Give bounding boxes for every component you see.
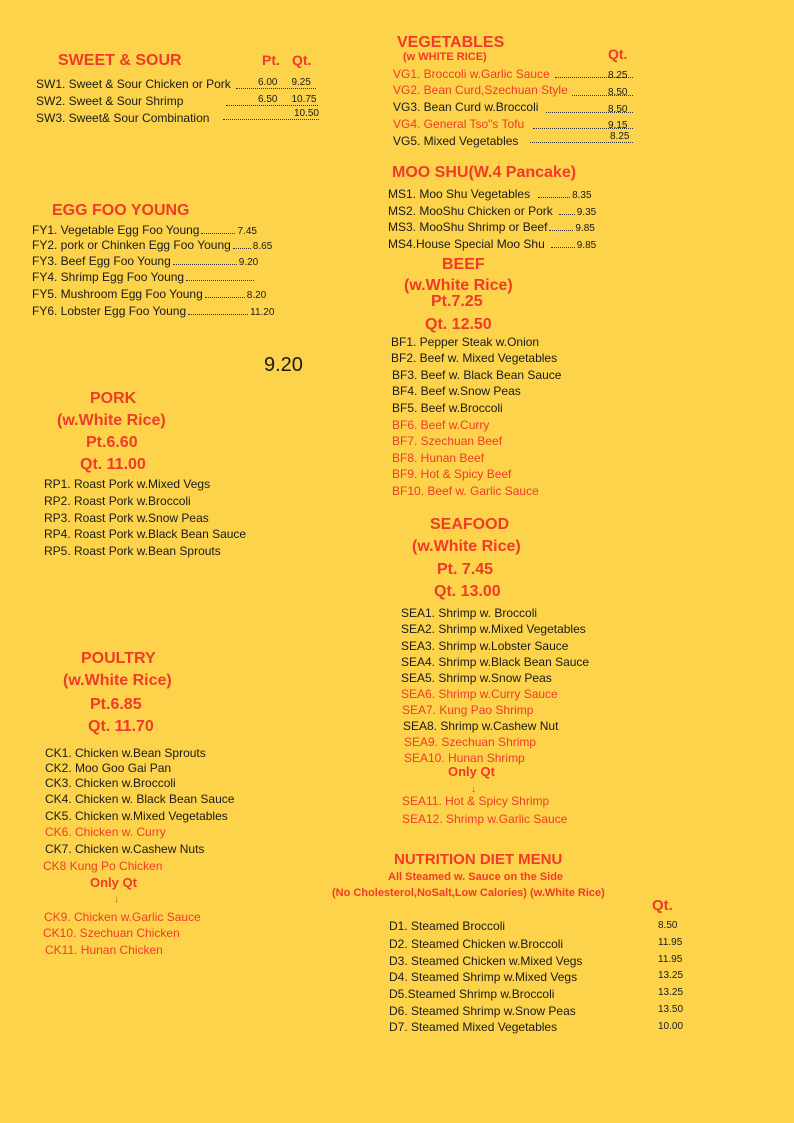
poultry-pt: Pt.6.85	[90, 696, 142, 713]
menu-item-bf7: BF7. Szechuan Beef	[392, 434, 503, 448]
menu-item-vg3: VG3. Bean Curd w.Broccoli	[393, 100, 539, 114]
sweet-sour-title: SWEET & SOUR	[58, 52, 182, 69]
menu-item-sea11: SEA11. Hot & Spicy Shrimp	[402, 794, 550, 808]
menu-item-sea9: SEA9. Szechuan Shrimp	[404, 735, 537, 749]
diet-line2: (No Cholesterol,NoSalt,Low Calories) (w.White Rice)	[332, 887, 605, 899]
price-vg1: 8.25	[608, 70, 628, 81]
price-d1: 8.50	[658, 920, 678, 931]
price-row: 6.00 9.25	[236, 77, 316, 89]
down-arrow-icon: ↓	[471, 784, 476, 795]
seafood-qt: Qt. 13.00	[434, 583, 501, 600]
seafood-title: SEAFOOD	[430, 516, 510, 533]
menu-item-bf9: BF9. Hot & Spicy Beef	[392, 467, 512, 481]
menu-item-sw2: SW2. Sweet & Sour Shrimp	[36, 94, 184, 108]
menu-item-bf5: BF5. Beef w.Broccoli	[392, 401, 503, 415]
menu-item-ck7: CK7. Chicken w.Cashew Nuts	[45, 842, 205, 856]
menu-item-fy4: FY4. Shrimp Egg Foo Young	[32, 270, 256, 284]
menu-item-sw3: SW3. Sweet& Sour Combination	[36, 111, 210, 125]
only-qt-label: Only Qt	[448, 764, 495, 779]
menu-item-bf2: BF2. Beef w. Mixed Vegetables	[391, 351, 558, 365]
menu-item-d3: D3. Steamed Chicken w.Mixed Vegs	[389, 954, 583, 968]
menu-item-ck1: CK1. Chicken w.Bean Sprouts	[45, 746, 206, 760]
menu-item-ck5: CK5. Chicken w.Mixed Vegetables	[45, 809, 228, 823]
menu-item-d7: D7. Steamed Mixed Vegetables	[389, 1020, 558, 1034]
menu-item-rp1: RP1. Roast Pork w.Mixed Vegs	[44, 477, 211, 491]
vegetables-subtitle: (w WHITE RICE)	[403, 51, 487, 63]
price-vg3: 8.50	[608, 104, 628, 115]
menu-item-sw1: SW1. Sweet & Sour Chicken or Pork	[36, 77, 231, 91]
menu-item-bf4: BF4. Beef w.Snow Peas	[392, 384, 521, 398]
menu-item-ck6: CK6. Chicken w. Curry	[45, 825, 166, 839]
egg-foo-young-title: EGG FOO YOUNG	[52, 202, 190, 219]
moo-shu-title: MOO SHU(W.4 Pancake)	[392, 164, 577, 181]
menu-item-d1: D1. Steamed Broccoli	[389, 919, 506, 933]
menu-item-ck8: CK8 Kung Po Chicken	[43, 859, 163, 873]
menu-item-bf10: BF10. Beef w. Garlic Sauce	[392, 484, 539, 498]
beef-subtitle: (w.White Rice)	[404, 277, 513, 294]
menu-item-ms4: MS4.House Special Moo Shu 9.85	[388, 237, 597, 251]
menu-item-sea7: SEA7. Kung Pao Shrimp	[402, 703, 534, 717]
menu-item-ck11: CK11. Hunan Chicken	[45, 943, 163, 957]
menu-item-rp3: RP3. Roast Pork w.Snow Peas	[44, 511, 209, 525]
beef-qt: Qt. 12.50	[425, 316, 492, 333]
down-arrow-icon: ↓	[114, 894, 119, 905]
price-vg2: 8.50	[608, 87, 628, 98]
menu-item-bf8: BF8. Hunan Beef	[392, 451, 485, 465]
menu-item-fy1: FY1. Vegetable Egg Foo Young 7.45	[32, 223, 257, 237]
menu-item-sea1: SEA1. Shrimp w. Broccoli	[401, 606, 538, 620]
menu-item-ck10: CK10. Szechuan Chicken	[43, 926, 180, 940]
loose-price: 9.20	[264, 354, 303, 376]
menu-item-sea12: SEA12. Shrimp w.Garlic Sauce	[402, 812, 568, 826]
price-d4: 13.25	[658, 970, 684, 981]
menu-item-ms2: MS2. MooShu Chicken or Pork 9.35	[388, 204, 597, 218]
menu-item-ck9: CK9. Chicken w.Garlic Sauce	[44, 910, 201, 924]
menu-item-fy3: FY3. Beef Egg Foo Young 9.20	[32, 254, 259, 268]
menu-item-bf3: BF3. Beef w. Black Bean Sauce	[392, 368, 562, 382]
menu-item-rp5: RP5. Roast Pork w.Bean Sprouts	[44, 544, 221, 558]
menu-item-ms1: MS1. Moo Shu Vegetables 8.35	[388, 187, 592, 201]
menu-item-rp2: RP2. Roast Pork w.Broccoli	[44, 494, 191, 508]
menu-item-d4: D4. Steamed Shrimp w.Mixed Vegs	[389, 970, 578, 984]
only-qt-label: Only Qt	[90, 875, 137, 890]
pork-pt: Pt.6.60	[86, 434, 138, 451]
pork-subtitle: (w.White Rice)	[57, 412, 166, 429]
menu-item-d5: D5.Steamed Shrimp w.Broccoli	[389, 987, 555, 1001]
price-d5: 13.25	[658, 987, 684, 998]
price-d2: 11.95	[658, 937, 683, 948]
menu-item-sea3: SEA3. Shrimp w.Lobster Sauce	[401, 639, 569, 653]
price-row: 6.50 10.75	[226, 94, 318, 106]
menu-item-bf6: BF6. Beef w.Curry	[392, 418, 490, 432]
diet-line1: All Steamed w. Sauce on the Side	[388, 871, 564, 883]
menu-item-rp4: RP4. Roast Pork w.Black Bean Sauce	[44, 527, 247, 541]
poultry-title: POULTRY	[81, 650, 156, 667]
menu-item-d2: D2. Steamed Chicken w.Broccoli	[389, 937, 564, 951]
price-row: 10.50	[223, 108, 319, 120]
vegetables-title: VEGETABLES	[397, 34, 505, 51]
diet-title: NUTRITION DIET MENU	[394, 851, 563, 868]
menu-item-bf1: BF1. Pepper Steak w.Onion	[391, 335, 540, 349]
price-vg4: 9.15	[608, 120, 628, 131]
price-d3: 11.95	[658, 954, 683, 965]
vegetables-qt-label: Qt.	[608, 46, 628, 62]
price-vg5: 8.25	[610, 131, 630, 142]
menu-item-ck2: CK2. Moo Goo Gai Pan	[45, 761, 172, 775]
menu-item-vg5: VG5. Mixed Vegetables	[393, 134, 519, 148]
price-d6: 13.50	[658, 1004, 684, 1015]
menu-item-ck4: CK4. Chicken w. Black Bean Sauce	[45, 792, 235, 806]
menu-item-d6: D6. Steamed Shrimp w.Snow Peas	[389, 1004, 576, 1018]
menu-item-fy6: FY6. Lobster Egg Foo Young 11.20	[32, 304, 275, 318]
diet-qt-label: Qt.	[652, 897, 673, 914]
seafood-pt: Pt. 7.45	[437, 561, 494, 578]
menu-item-vg1: VG1. Broccoli w.Garlic Sauce	[393, 67, 550, 81]
menu-item-fy5: FY5. Mushroom Egg Foo Young 8.20	[32, 287, 267, 301]
beef-title: BEEF	[442, 256, 485, 273]
menu-item-vg4: VG4. General Tso"s Tofu	[393, 117, 525, 131]
poultry-subtitle: (w.White Rice)	[63, 672, 172, 689]
menu-item-fy2: FY2. pork or Chinken Egg Foo Young 8.65	[32, 238, 273, 252]
menu-item-sea5: SEA5. Shrimp w.Snow Peas	[401, 671, 552, 685]
menu-item-sea6: SEA6. Shrimp w.Curry Sauce	[401, 687, 558, 701]
dotted-leader	[530, 142, 633, 143]
poultry-qt: Qt. 11.70	[88, 718, 154, 735]
price-d7: 10.00	[658, 1021, 684, 1032]
pork-title: PORK	[90, 390, 137, 407]
menu-item-sea4: SEA4. Shrimp w.Black Bean Sauce	[401, 655, 590, 669]
menu-item-vg2: VG2. Bean Curd,Szechuan Style	[393, 83, 568, 97]
sweet-sour-pt-label: Pt.	[262, 52, 280, 68]
sweet-sour-qt-label: Qt.	[292, 52, 312, 68]
pork-qt: Qt. 11.00	[80, 456, 146, 473]
seafood-subtitle: (w.White Rice)	[412, 538, 521, 555]
menu-item-sea10: SEA10. Hunan Shrimp	[404, 751, 525, 765]
menu-item-sea8: SEA8. Shrimp w.Cashew Nut	[403, 719, 559, 733]
menu-item-ms3: MS3. MooShu Shrimp or Beef 9.85	[388, 220, 595, 234]
menu-item-sea2: SEA2. Shrimp w.Mixed Vegetables	[401, 622, 586, 636]
beef-pt: Pt.7.25	[431, 293, 483, 310]
menu-item-ck3: CK3. Chicken w.Broccoli	[45, 776, 176, 790]
